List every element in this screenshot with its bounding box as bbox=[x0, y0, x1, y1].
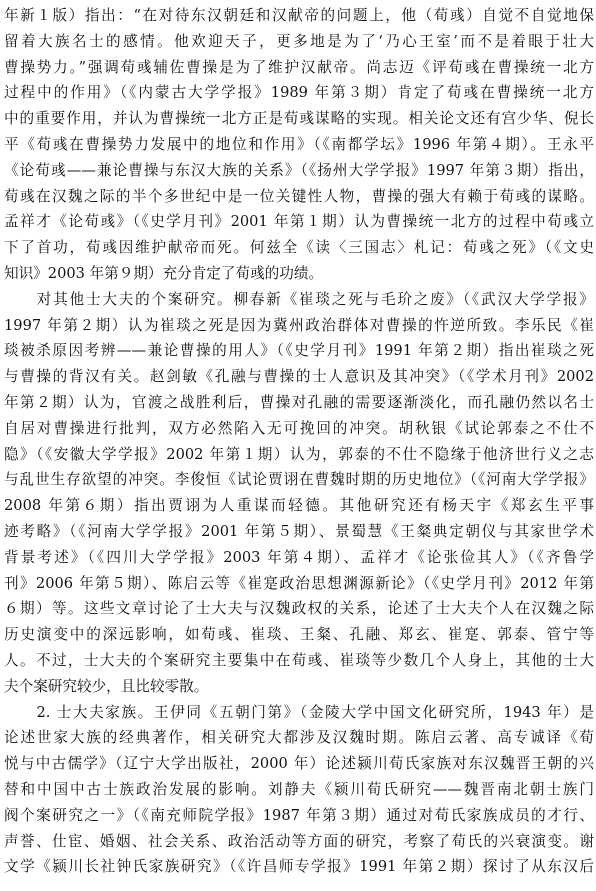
text-line: 年第２期）认为，官渡之战胜利后，曹操对孔融的需要逐渐淡化，而孔融仍然以名士 bbox=[4, 393, 594, 411]
text-line: 《论荀彧——兼论曹操与东汉大族的关系》（《扬州大学学报》1997 年第３期）指出， bbox=[4, 161, 594, 179]
text-line: 历史演变中的深远影响，如荀彧、崔琰、王粲、孔融、郑玄、崔寔、郭泰、管宁等 bbox=[4, 626, 594, 644]
text-line: 文学《颍川长社钟氏家族研究》（《许昌师专学报》1991 年第２期）探讨了从东汉后 bbox=[4, 858, 594, 876]
text-line: 背景考述》（《四川大学学报》2003 年第４期）、孟祥才《论张俭其人》（《齐鲁学 bbox=[4, 548, 594, 566]
text-line: 夫个案研究较少，且比较零散。 bbox=[4, 677, 209, 695]
text-line: 平《荀彧在曹操势力发展中的地位和作用》（《南都学坛》1996 年第４期）。王永平 bbox=[4, 135, 594, 153]
text-line: 对其他士大夫的个案研究。柳春新《崔琰之死与毛玠之废》（《武汉大学学报》 bbox=[4, 290, 594, 308]
text-line: 孟祥才《论荀彧》（《史学月刊》2001 年第１期）认为曹操统一北方的过程中荀彧立 bbox=[4, 213, 594, 231]
text-line: 悦与中古儒学》（辽宁大学出版社，2000 年）论述颍川荀氏家族对东汉魏晋王朝的兴 bbox=[4, 755, 594, 773]
text-line: 年新１版）指出：“在对待东汉朝廷和汉献帝的问题上，他（荀彧）自觉不自觉地保 bbox=[4, 7, 594, 24]
text-line: 留着大族名士的感情。他欢迎天子，更多地是为了‘乃心王室’而不是着眼于壮大 bbox=[4, 32, 594, 50]
text-line: 2. 士大夫家族。王伊同《五朝门第》（金陵大学中国文化研究所，1943 年）是 bbox=[4, 703, 594, 721]
text-line: 2008 年第６期）指出贾诩为人重谋而轻德。其他研究还有杨天宇《郑玄生平事 bbox=[4, 497, 594, 515]
body-text bbox=[4, 3, 594, 880]
text-line: ６期）等。这些文章讨论了士大夫与汉魏政权的关系，论述了士大夫个人在汉魏之际 bbox=[4, 600, 594, 618]
text-line: 中的重要作用，并认为曹操统一北方正是荀彧谋略的实现。相关论文还有宫少华、倪长 bbox=[4, 110, 594, 128]
text-line: 人。不过，士大夫的个案研究主要集中在荀彧、崔琰等少数几个人身上，其他的士大 bbox=[4, 651, 594, 669]
text-line: 论述世家大族的经典著作，相关研究大都涉及汉魏时期。陈启云著、高专诚译《荀 bbox=[4, 729, 594, 747]
text-line: 替和中国中古士族政治发展的影响。刘静夫《颍川荀氏研究——魏晋南北朝士族门 bbox=[4, 780, 594, 798]
text-line: 与曹操的背汉有关。赵剑敏《孔融与曹操的士人意识及其冲突》（《学术月刊》2002 bbox=[4, 368, 594, 386]
text-line: 隐》（《安徽大学学报》2002 年第１期）认为，郭泰的不仕不隐缘于他济世行义之志 bbox=[4, 445, 594, 463]
text-line: 声誉、仕宦、婚姻、社会关系、政治活动等方面的研究，考察了荀氏的兴衰演变。谢 bbox=[4, 832, 594, 850]
text-line: 阀个案研究之一》（《南充师院学报》1987 年第３期）通过对荀氏家族成员的才行、 bbox=[4, 806, 594, 824]
text-line: 迹考略》（《河南大学学报》2001 年第５期）、景蜀慧《王粲典定朝仪与其家世学术 bbox=[4, 522, 594, 540]
text-line: 琰被杀原因考辨——兼论曹操的用人》（《史学月刊》1991 年第２期）指出崔琰之死 bbox=[4, 342, 594, 360]
text-line: 知识》2003 年第９期）充分肯定了荀彧的功绩。 bbox=[4, 264, 324, 282]
text-line: 曹操势力。”强调荀彧辅佐曹操是为了维护汉献帝。尚志迈《评荀彧在曹操统一北方 bbox=[4, 58, 594, 76]
text-line: 过程中的作用》（《内蒙古大学学报》1989 年第３期）肯定了荀彧在曹操统一北方 bbox=[4, 84, 594, 102]
text-line: 下了首功，荀彧因维护献帝而死。何兹全《读〈三国志〉札记：荀彧之死》（《文史 bbox=[4, 239, 594, 257]
text-line: 刊》2006 年第５期）、陈启云等《崔寔政治思想渊源新论》（《史学月刊》2012 年第 bbox=[4, 574, 594, 592]
text-line: 1997 年第２期）认为崔琰之死是因为冀州政治群体对曹操的忤逆所致。李乐民《崔 bbox=[4, 316, 594, 334]
text-line: 自居对曹操进行批判，双方必然陷入无可挽回的冲突。胡秋银《试论郭泰之不仕不 bbox=[4, 419, 594, 437]
text-line: 与乱世生存欲望的冲突。李俊恒《试论贾诩在曹魏时期的历史地位》（《河南大学学报》 bbox=[4, 471, 594, 489]
text-line: 荀彧在汉魏之际的半个多世纪中是一位关键性人物，曹操的强大有赖于荀彧的谋略。 bbox=[4, 187, 594, 205]
